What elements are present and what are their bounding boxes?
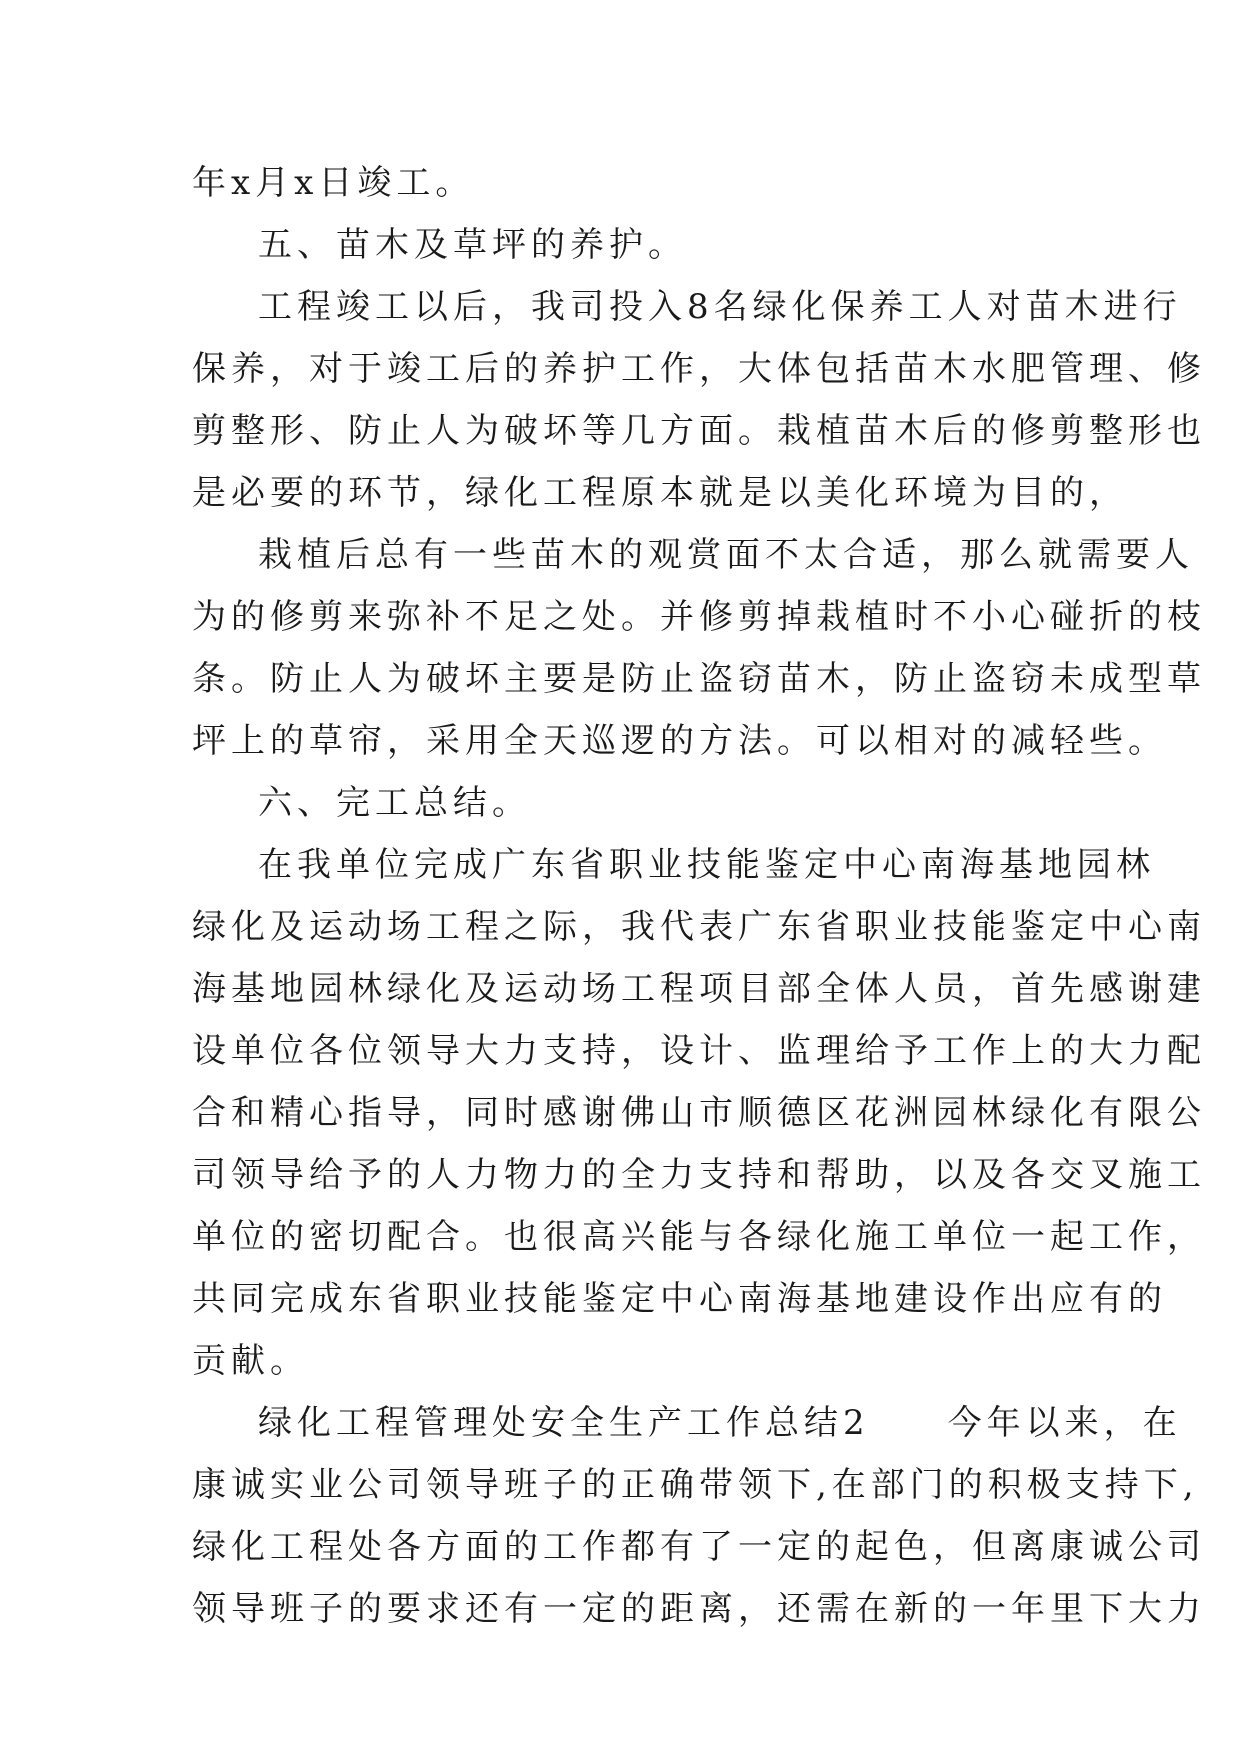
text-line-5: 剪整形、防止人为破坏等几方面。栽植苗木后的修剪整形也 [192, 411, 1206, 451]
text-line-22: 康诚实业公司领导班子的正确带领下,在部门的积极支持下, [192, 1465, 1199, 1505]
text-line-17: 司领导给予的人力物力的全力支持和帮助，以及各交叉施工 [192, 1155, 1206, 1195]
text-line-21: 绿化工程管理处安全生产工作总结2 今年以来，在 [258, 1403, 1182, 1443]
text-line-24: 领导班子的要求还有一定的距离，还需在新的一年里下大力 [192, 1589, 1206, 1629]
text-line-19: 共同完成东省职业技能鉴定中心南海基地建设作出应有的 [192, 1279, 1167, 1319]
text-line-7: 栽植后总有一些苗木的观赏面不太合适，那么就需要人 [258, 535, 1194, 575]
text-line-16: 合和精心指导，同时感谢佛山市顺德区花洲园林绿化有限公 [192, 1093, 1206, 1133]
text-line-18: 单位的密切配合。也很高兴能与各绿化施工单位一起工作， [192, 1217, 1206, 1257]
text-line-20: 贡献。 [192, 1341, 309, 1381]
text-line-13: 绿化及运动场工程之际，我代表广东省职业技能鉴定中心南 [192, 907, 1206, 947]
text-line-1: 年x月x日竣工。 [192, 163, 475, 203]
text-line-6: 是必要的环节，绿化工程原本就是以美化环境为目的， [192, 473, 1128, 513]
text-line-23: 绿化工程处各方面的工作都有了一定的起色，但离康诚公司 [192, 1527, 1206, 1567]
text-line-9: 条。防止人为破坏主要是防止盗窃苗木，防止盗窃未成型草 [192, 659, 1206, 699]
section-heading-six: 六、完工总结。 [258, 783, 531, 823]
document-body [192, 152, 1206, 1640]
section-heading-five: 五、苗木及草坪的养护。 [258, 225, 687, 265]
text-line-12: 在我单位完成广东省职业技能鉴定中心南海基地园林 [258, 845, 1155, 885]
text-line-10: 坪上的草帘，采用全天巡逻的方法。可以相对的减轻些。 [192, 721, 1167, 761]
text-line-14: 海基地园林绿化及运动场工程项目部全体人员，首先感谢建 [192, 969, 1206, 1009]
text-line-8: 为的修剪来弥补不足之处。并修剪掉栽植时不小心碰折的枝 [192, 597, 1206, 637]
text-line-4: 保养，对于竣工后的养护工作，大体包括苗木水肥管理、修 [192, 349, 1206, 389]
text-line-3: 工程竣工以后，我司投入8名绿化保养工人对苗木进行 [258, 287, 1182, 327]
text-line-15: 设单位各位领导大力支持，设计、监理给予工作上的大力配 [192, 1031, 1206, 1071]
